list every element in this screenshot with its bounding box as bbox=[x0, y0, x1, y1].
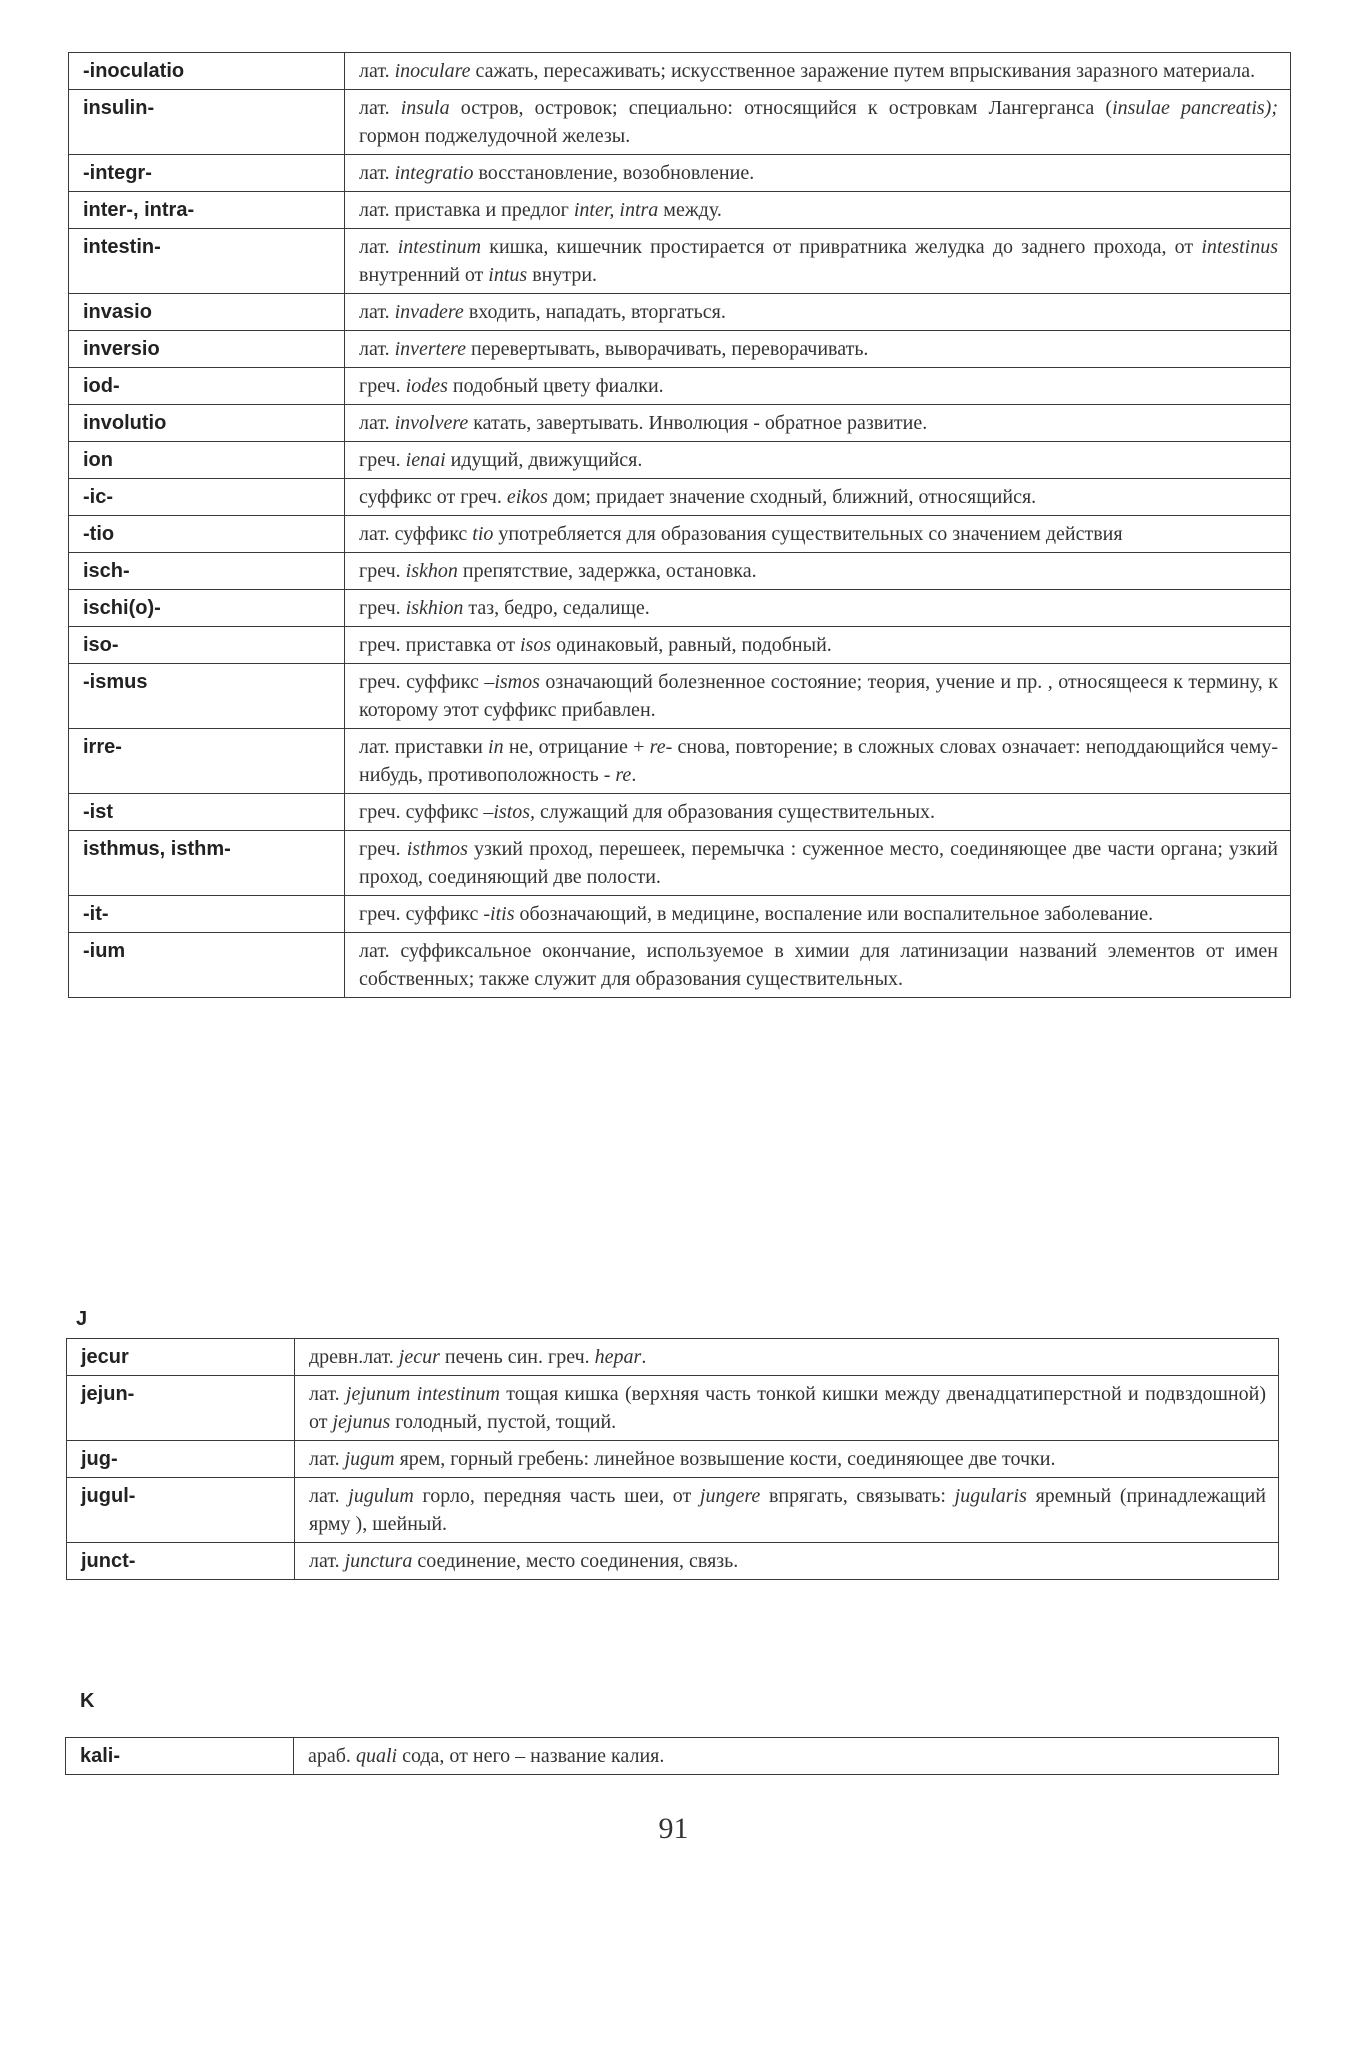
definition-italic-fragment: integratio bbox=[394, 162, 474, 184]
definition-text-fragment: дом; придает значение сходный, ближний, относящийся. bbox=[547, 486, 1037, 508]
entry-definition bbox=[345, 831, 1291, 896]
definition-text-fragment: яремный (принадлежащий ярму ), шейный. bbox=[309, 1485, 1267, 1535]
definition-text-fragment: . bbox=[641, 1346, 647, 1368]
glossary-row bbox=[69, 368, 1291, 405]
entry-term: -it- bbox=[69, 896, 345, 933]
definition-italic-fragment: iskhion bbox=[405, 597, 464, 619]
definition-text-fragment: голодный, пустой, тощий. bbox=[390, 1411, 617, 1433]
entry-definition bbox=[345, 794, 1291, 831]
glossary-row bbox=[67, 1339, 1279, 1376]
glossary-row bbox=[69, 896, 1291, 933]
entry-definition bbox=[345, 294, 1291, 331]
definition-italic-fragment: iodes bbox=[405, 375, 448, 397]
definition-text-fragment: греч. bbox=[359, 560, 406, 582]
definition-text-fragment: употребляется для образования существительных со значением действия bbox=[493, 523, 1123, 545]
entry-definition bbox=[345, 664, 1291, 729]
page-number: 91 bbox=[658, 1812, 689, 1845]
entry-term: jugul- bbox=[67, 1478, 295, 1543]
definition-text-fragment: араб. bbox=[308, 1745, 356, 1767]
definition-italic-fragment: jejunus bbox=[332, 1411, 391, 1433]
definition-text-fragment: печень син. греч. bbox=[439, 1346, 595, 1368]
entry-definition bbox=[345, 155, 1291, 192]
definition-text-fragment: восстановление, возобновление. bbox=[473, 162, 755, 184]
definition-text-fragment: входить, нападать, вторгаться. bbox=[463, 301, 726, 323]
definition-text-fragment: греч. bbox=[359, 375, 406, 397]
glossary-row bbox=[69, 155, 1291, 192]
definition-italic-fragment: jugularis bbox=[954, 1485, 1027, 1507]
definition-italic-fragment: invadere bbox=[394, 301, 464, 323]
entry-definition bbox=[345, 442, 1291, 479]
definition-text-fragment: узкий проход, перешеек, перемычка : суженное место, соединяющее две части органа; узкий проход, соединяющий две полости. bbox=[359, 838, 1279, 888]
glossary-row bbox=[69, 294, 1291, 331]
definition-text-fragment: гормон поджелудочной железы. bbox=[359, 125, 631, 147]
entry-definition bbox=[295, 1543, 1279, 1580]
definition-text-fragment: одинаковый, равный, подобный. bbox=[551, 634, 832, 656]
glossary-row bbox=[69, 933, 1291, 998]
definition-text-fragment: соединение, место соединения, связь. bbox=[412, 1550, 739, 1572]
definition-italic-fragment: iskhon bbox=[405, 560, 458, 582]
definition-text-fragment: греч. суффикс bbox=[359, 801, 484, 823]
definition-italic-fragment: jungere bbox=[699, 1485, 761, 1507]
definition-italic-fragment: –istos, bbox=[483, 801, 536, 823]
glossary-table-body bbox=[69, 53, 1291, 998]
definition-italic-fragment: jecur bbox=[398, 1346, 440, 1368]
definition-text-fragment: между. bbox=[658, 199, 722, 221]
entry-term: jecur bbox=[67, 1339, 295, 1376]
definition-italic-fragment: inter, intra bbox=[573, 199, 659, 221]
definition-italic-fragment: isos bbox=[520, 634, 552, 656]
definition-text-fragment: обозначающий, в медицине, воспаление или воспалительное заболевание. bbox=[514, 903, 1154, 925]
definition-italic-fragment: tio bbox=[472, 523, 494, 545]
definition-text-fragment: лат. приставки bbox=[359, 736, 489, 758]
entry-definition bbox=[345, 896, 1291, 933]
entry-definition bbox=[345, 229, 1291, 294]
definition-text-fragment: лат. bbox=[359, 60, 395, 82]
glossary-row bbox=[69, 831, 1291, 896]
entry-term: invasio bbox=[69, 294, 345, 331]
entry-definition bbox=[345, 192, 1291, 229]
entry-definition bbox=[295, 1339, 1279, 1376]
entry-definition bbox=[345, 53, 1291, 90]
glossary-row bbox=[67, 1441, 1279, 1478]
definition-italic-fragment: hepar bbox=[594, 1346, 642, 1368]
glossary-row bbox=[67, 1376, 1279, 1441]
entry-definition bbox=[345, 331, 1291, 368]
definition-italic-fragment: re bbox=[615, 764, 632, 786]
entry-term: inter-, intra- bbox=[69, 192, 345, 229]
definition-text-fragment: таз, бедро, седалище. bbox=[463, 597, 650, 619]
entry-term: irre- bbox=[69, 729, 345, 794]
entry-definition bbox=[345, 729, 1291, 794]
entry-term: -ium bbox=[69, 933, 345, 998]
glossary-row bbox=[69, 331, 1291, 368]
entry-definition bbox=[345, 368, 1291, 405]
definition-text-fragment: суффикс от греч. bbox=[359, 486, 507, 508]
entry-definition bbox=[345, 933, 1291, 998]
section-letter-k: K bbox=[80, 1690, 95, 1712]
definition-text-fragment: греч. bbox=[359, 838, 407, 860]
entry-term: -ismus bbox=[69, 664, 345, 729]
entry-definition bbox=[295, 1441, 1279, 1478]
entry-definition bbox=[345, 516, 1291, 553]
entry-term: kali- bbox=[66, 1738, 294, 1775]
definition-text-fragment: греч. приставка от bbox=[359, 634, 520, 656]
definition-text-fragment: идущий, движущийся. bbox=[445, 449, 643, 471]
definition-italic-fragment: intestinum bbox=[397, 236, 482, 258]
definition-text-fragment: сажать, пересаживать; искусственное заражение путем впрыскивания заразного материала. bbox=[470, 60, 1256, 82]
entry-term: isch- bbox=[69, 553, 345, 590]
definition-text-fragment: препятствие, задержка, остановка. bbox=[457, 560, 757, 582]
definition-text-fragment: греч. суффикс bbox=[359, 903, 484, 925]
definition-italic-fragment: -itis bbox=[483, 903, 515, 925]
glossary-table-j bbox=[66, 1338, 1279, 1580]
definition-text-fragment: служащий для образования существительных. bbox=[535, 801, 936, 823]
definition-text-fragment: древн.лат. bbox=[309, 1346, 399, 1368]
glossary-row bbox=[69, 192, 1291, 229]
definition-text-fragment: лат. bbox=[309, 1448, 345, 1470]
definition-italic-fragment: re- bbox=[649, 736, 673, 758]
definition-text-fragment: остров, островок; специально: относящийся к островкам Лангерганса ( bbox=[449, 97, 1113, 119]
definition-text-fragment: греч. суффикс bbox=[359, 671, 485, 693]
glossary-table-body bbox=[67, 1339, 1279, 1580]
glossary-row bbox=[69, 90, 1291, 155]
glossary-row bbox=[69, 229, 1291, 294]
definition-italic-fragment: ienai bbox=[405, 449, 446, 471]
definition-italic-fragment: jugulum bbox=[348, 1485, 414, 1507]
entry-term: iso- bbox=[69, 627, 345, 664]
definition-text-fragment: катать, завертывать. Инволюция - обратное развитие. bbox=[468, 412, 928, 434]
definition-text-fragment: горло, передняя часть шеи, от bbox=[413, 1485, 700, 1507]
glossary-row bbox=[69, 479, 1291, 516]
definition-italic-fragment: in bbox=[488, 736, 504, 758]
entry-definition bbox=[345, 590, 1291, 627]
entry-definition bbox=[294, 1738, 1279, 1775]
entry-term: ischi(o)- bbox=[69, 590, 345, 627]
entry-term: -ist bbox=[69, 794, 345, 831]
glossary-table-k bbox=[65, 1737, 1279, 1775]
definition-text-fragment: лат. bbox=[309, 1485, 349, 1507]
entry-definition bbox=[345, 627, 1291, 664]
entry-definition bbox=[345, 479, 1291, 516]
definition-text-fragment: лат. bbox=[359, 412, 395, 434]
definition-text-fragment: перевертывать, выворачивать, переворачивать. bbox=[466, 338, 869, 360]
definition-italic-fragment: insulae pancreatis); bbox=[1112, 97, 1278, 119]
definition-text-fragment: лат. суффиксальное окончание, используемое в химии для латинизации названий элементов от имен собственных; также служит для образования существительных. bbox=[359, 940, 1278, 990]
definition-italic-fragment: intus bbox=[488, 264, 528, 286]
definition-italic-fragment: isthmos bbox=[406, 838, 468, 860]
glossary-row bbox=[69, 627, 1291, 664]
glossary-row bbox=[69, 516, 1291, 553]
definition-italic-fragment: intestinus bbox=[1201, 236, 1278, 258]
definition-italic-fragment: invertere bbox=[394, 338, 467, 360]
definition-italic-fragment: jugum bbox=[344, 1448, 395, 1470]
entry-term: jejun- bbox=[67, 1376, 295, 1441]
definition-text-fragment: . bbox=[631, 764, 637, 786]
entry-term: -tio bbox=[69, 516, 345, 553]
entry-term: -inoculatio bbox=[69, 53, 345, 90]
definition-text-fragment: ярем, горный гребень: линейное возвышение кости, соединяющее две точки. bbox=[394, 1448, 1056, 1470]
definition-text-fragment: лат. bbox=[309, 1383, 346, 1405]
definition-text-fragment: тощая кишка (верхняя часть тонкой кишки между двенадцатиперстной и подвздошной) от bbox=[309, 1383, 1266, 1433]
entry-term: -integr- bbox=[69, 155, 345, 192]
definition-text-fragment: внутренний от bbox=[359, 264, 489, 286]
entry-term: intestin- bbox=[69, 229, 345, 294]
definition-text-fragment: лат. суффикс bbox=[359, 523, 473, 545]
definition-italic-fragment: eikos bbox=[506, 486, 548, 508]
definition-text-fragment: лат. bbox=[359, 338, 395, 360]
definition-text-fragment: внутри. bbox=[527, 264, 598, 286]
definition-italic-fragment: involvere bbox=[394, 412, 469, 434]
glossary-row bbox=[69, 553, 1291, 590]
definition-text-fragment: лат. bbox=[309, 1550, 345, 1572]
definition-text-fragment: лат. bbox=[359, 162, 395, 184]
entry-definition bbox=[345, 405, 1291, 442]
definition-italic-fragment: jejunum intestinum bbox=[345, 1383, 500, 1405]
definition-text-fragment: лат. приставка и предлог bbox=[359, 199, 574, 221]
entry-term: junct- bbox=[67, 1543, 295, 1580]
entry-definition bbox=[295, 1376, 1279, 1441]
definition-italic-fragment: inoculare bbox=[394, 60, 471, 82]
definition-italic-fragment: junctura bbox=[344, 1550, 413, 1572]
definition-text-fragment: снова, повторение; в сложных словах означает: неподдающийся чему-нибудь, противоположность - bbox=[359, 736, 1278, 786]
definition-italic-fragment: –ismos bbox=[484, 671, 540, 693]
definition-text-fragment: лат. bbox=[359, 97, 401, 119]
definition-text-fragment: лат. bbox=[359, 236, 398, 258]
definition-text-fragment: впрягать, связывать: bbox=[760, 1485, 955, 1507]
definition-text-fragment: кишка, кишечник простирается от привратника желудка до заднего прохода, от bbox=[481, 236, 1202, 258]
entry-term: inversio bbox=[69, 331, 345, 368]
entry-term: iod- bbox=[69, 368, 345, 405]
definition-italic-fragment: insula bbox=[400, 97, 450, 119]
definition-text-fragment: греч. bbox=[359, 597, 406, 619]
definition-text-fragment: сода, от него – название калия. bbox=[397, 1745, 665, 1767]
glossary-row bbox=[69, 53, 1291, 90]
entry-definition bbox=[345, 553, 1291, 590]
glossary-row bbox=[69, 794, 1291, 831]
entry-term: ion bbox=[69, 442, 345, 479]
glossary-row bbox=[69, 729, 1291, 794]
glossary-row bbox=[69, 405, 1291, 442]
glossary-row bbox=[67, 1478, 1279, 1543]
glossary-row bbox=[69, 442, 1291, 479]
entry-term: involutio bbox=[69, 405, 345, 442]
entry-definition bbox=[295, 1478, 1279, 1543]
glossary-row bbox=[67, 1543, 1279, 1580]
definition-text-fragment: подобный цвету фиалки. bbox=[447, 375, 664, 397]
glossary-table-body bbox=[66, 1738, 1279, 1775]
entry-term: insulin- bbox=[69, 90, 345, 155]
definition-text-fragment: означающий болезненное состояние; теория, учение и пр. , относящееся к термину, к которому этот суффикс прибавлен. bbox=[359, 671, 1278, 721]
definition-text-fragment: лат. bbox=[359, 301, 395, 323]
glossary-row bbox=[66, 1738, 1279, 1775]
definition-text-fragment: не, отрицание + bbox=[503, 736, 650, 758]
glossary-row bbox=[69, 664, 1291, 729]
entry-term: isthmus, isthm- bbox=[69, 831, 345, 896]
entry-definition bbox=[345, 90, 1291, 155]
entry-term: jug- bbox=[67, 1441, 295, 1478]
entry-term: -ic- bbox=[69, 479, 345, 516]
glossary-row bbox=[69, 590, 1291, 627]
section-letter-j: J bbox=[76, 1308, 88, 1330]
glossary-table-i bbox=[68, 52, 1291, 998]
definition-text-fragment: греч. bbox=[359, 449, 406, 471]
definition-italic-fragment: quali bbox=[355, 1745, 398, 1767]
